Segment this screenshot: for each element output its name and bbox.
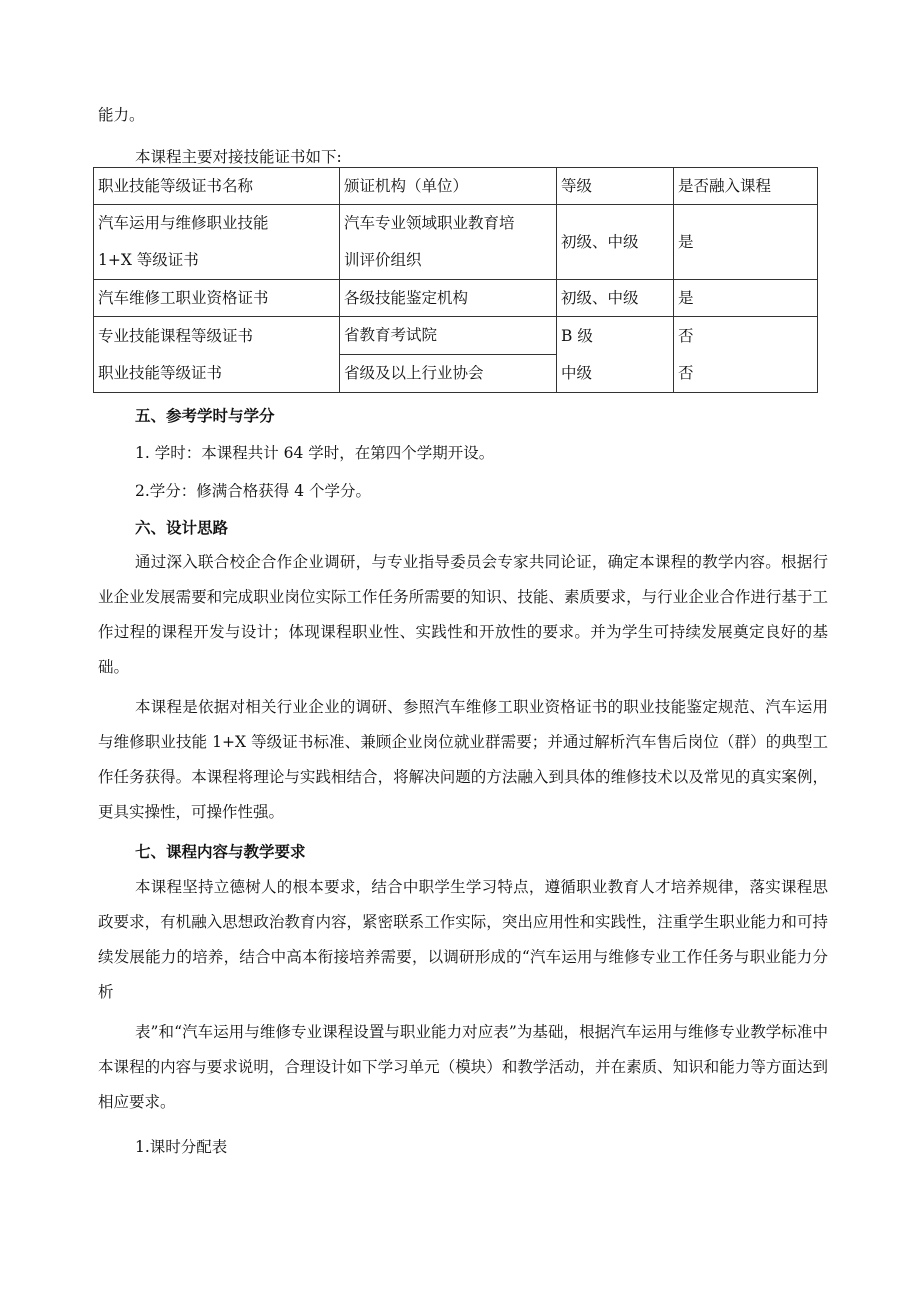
section-heading-design: 六、设计思路 <box>135 518 229 537</box>
content-paragraph: 表”和“汽车运用与维修专业课程设置与职业能力对应表”为基础，根据汽车运用与维修专业教学标准中本课程的内容与要求说明，合理设计如下学习单元（模块）和教学活动，并在素质、知识和能力等方面达到相应要求。 <box>98 1023 828 1111</box>
cert-name-line: 1+X 等级证书 <box>98 251 199 269</box>
content-paragraph: 本课程坚持立德树人的根本要求，结合中职学生学习特点，遵循职业教育人才培养规律，落实课程思政要求，有机融入思想政治教育内容，紧密联系工作实际，突出应用性和实践性，注重学生职业能力和可持续发展能力的培养，结合中高本衔接培养需要，以调研形成的“汽车运用与维修专业工作任务与职业能力分析 <box>98 878 828 1001</box>
table-row <box>94 205 818 280</box>
cert-name-line: 职业技能等级证书 <box>98 363 223 382</box>
design-paragraph: 通过深入联合校企合作企业调研，与专业指导委员会专家共同论证，确定本课程的教学内容。根据行业企业发展需要和完成职业岗位实际工作任务所需要的知识、技能、素质要求，与行业企业合作进行基于工作过程的课程开发与设计；体现课程职业性、实践性和开放性的要求。并为学生可持续发展奠定良好的基础。 <box>98 553 828 676</box>
table-header-row <box>94 168 818 205</box>
level-line: B 级 <box>561 326 593 345</box>
design-paragraph: 本课程是依据对相关行业企业的调研、参照汽车维修工职业资格证书的职业技能鉴定规范、汽车运用与维修职业技能 1+X 等级证书标准、兼顾企业岗位就业群需要；并通过解析汽车售后岗位（群）的典型工作任务获得。本课程将理论与实践相结合，将解决问题的方法融入到具体的维修技术以及常见的真实案例，更具实操性，可操作性强。 <box>98 698 828 821</box>
cert-name-line: 专业技能课程等级证书 <box>98 326 254 345</box>
certificate-intro: 本课程主要对接技能证书如下: <box>135 148 342 166</box>
level-cell: 初级、中级 <box>557 280 674 317</box>
issuer-cell: 各级技能鉴定机构 <box>340 280 557 317</box>
issuer-cell <box>340 205 557 280</box>
hours-table-title: 1.课时分配表 <box>135 1138 228 1156</box>
issuer-line: 省级及以上行业协会 <box>340 354 556 392</box>
certificate-table <box>93 167 818 393</box>
issuer-line: 省教育考试院 <box>344 326 438 344</box>
table-row <box>94 317 818 393</box>
header-included: 是否融入课程 <box>674 168 818 205</box>
section-heading-credits: 五、参考学时与学分 <box>135 406 275 425</box>
cert-name-cell <box>94 317 340 393</box>
included-cell: 是 <box>674 205 818 280</box>
table-row <box>94 280 818 317</box>
included-cell <box>674 317 818 393</box>
header-issuer: 颁证机构（单位） <box>340 168 557 205</box>
issuer-line: 训评价组织 <box>344 251 422 269</box>
section-heading-content: 七、课程内容与教学要求 <box>135 842 306 861</box>
included-cell: 是 <box>674 280 818 317</box>
level-line: 中级 <box>561 363 593 382</box>
cert-name-cell: 汽车维修工职业资格证书 <box>94 280 340 317</box>
intro-continuation: 能力。 <box>98 106 145 124</box>
credits-item: 2.学分：修满合格获得 4 个学分。 <box>135 482 372 500</box>
cert-name-line: 汽车运用与维修职业技能 <box>98 214 269 232</box>
header-cert-name: 职业技能等级证书名称 <box>94 168 340 205</box>
credit-hours-item: 1. 学时：本课程共计 64 学时，在第四个学期开设。 <box>135 444 495 462</box>
issuer-line: 汽车专业领域职业教育培 <box>344 214 515 232</box>
level-cell: 初级、中级 <box>557 205 674 280</box>
cert-name-cell <box>94 205 340 280</box>
issuer-cell <box>340 317 557 393</box>
included-line: 否 <box>678 326 694 345</box>
level-cell <box>557 317 674 393</box>
header-level: 等级 <box>557 168 674 205</box>
included-line: 否 <box>678 363 694 382</box>
